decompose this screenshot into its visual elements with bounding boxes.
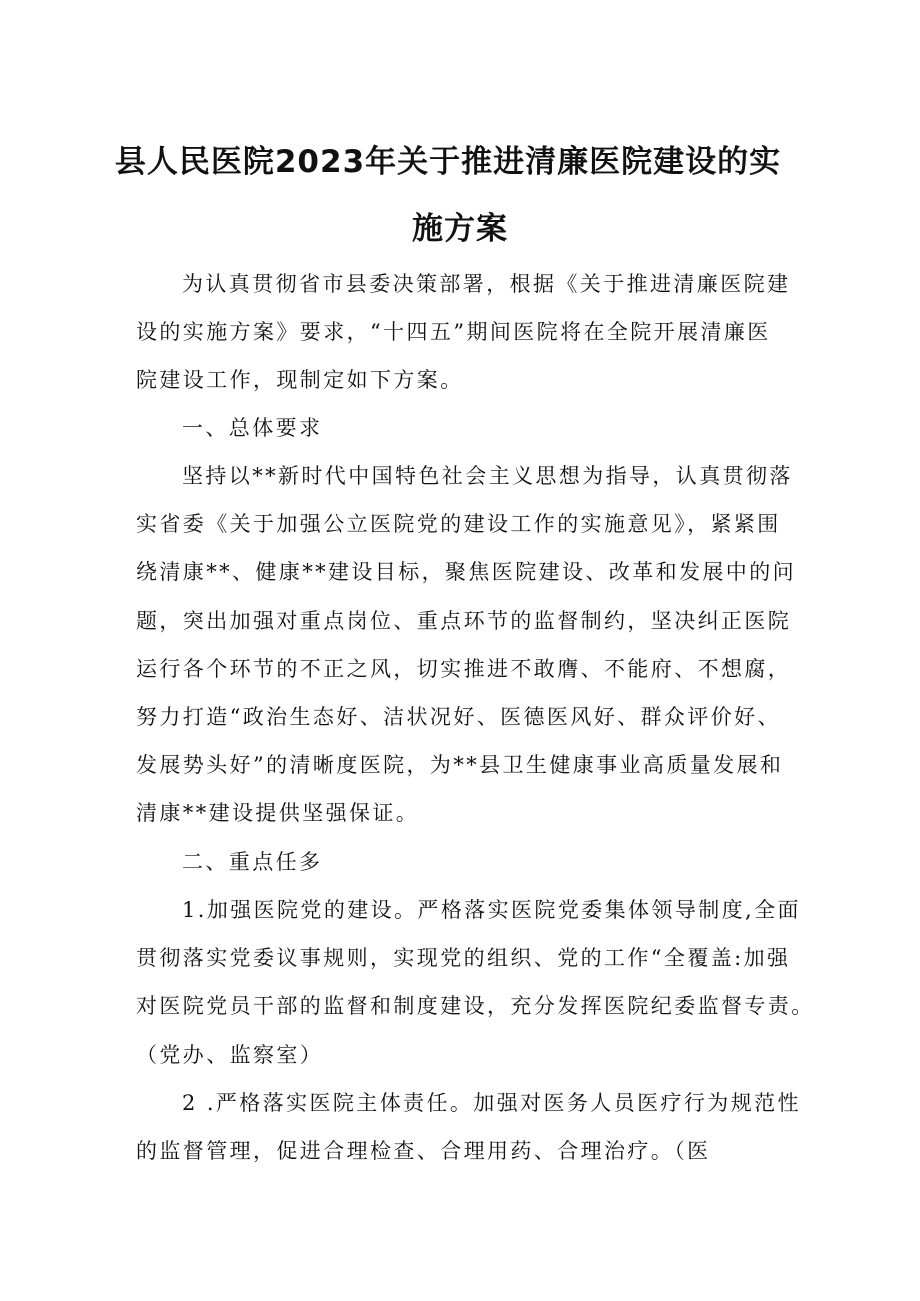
task-1-line-2: 贯彻落实党委议事规则，实现党的组织、党的工作“全覆盖:加强 [136, 946, 791, 970]
paragraph-intro-line-2: 设的实施方案》要求，“十四五”期间医院将在全院开展清廉医 [136, 320, 771, 344]
task-1-line-1: 1.加强医院党的建设。严格落实医院党委集体领导制度,全面 [182, 898, 801, 922]
document-title-line-2: 施方案 [412, 211, 508, 247]
paragraph-overall-line-5: 运行各个环节的不正之风，切实推进不敢膺、不能府、不想腐， [136, 657, 792, 681]
paragraph-overall-line-2: 实省委《关于加强公立医院党的建设工作的实施意见》，紧紧围 [136, 512, 781, 536]
paragraph-intro-line-1: 为认真贯彻省市县委决策部署，根据《关于推进清廉医院建 [182, 272, 791, 296]
paragraph-overall-line-1: 坚持以**新时代中国特色社会主义思想为指导，认真贯彻落 [182, 464, 793, 488]
paragraph-overall-line-4: 题，突出加强对重点岗位、重点环节的监督制约，坚决纠正医院 [136, 609, 792, 633]
task-2-line-1: 2 .严格落实医院主体责任。加强对医务人员医疗行为规范性 [182, 1091, 801, 1115]
paragraph-overall-line-3: 绕清康**、健康**建设目标，聚焦医院建设、改革和发展中的问 [136, 560, 796, 584]
section-heading-1: 一、总体要求 [182, 416, 323, 440]
task-1-line-3: 对医院党员干部的监督和制度建设，充分发挥医院纪委监督专责。 [136, 994, 815, 1018]
task-1-line-4: （党办、监察室） [136, 1043, 324, 1067]
paragraph-intro-line-3: 院建设工作，现制定如下方案。 [136, 368, 464, 392]
section-heading-2: 二、重点任多 [182, 850, 323, 874]
document-title-line-1: 县人民医院2023年关于推进清廉医院建设的实 [114, 144, 782, 180]
paragraph-overall-line-8: 清康**建设提供坚强保证。 [136, 801, 420, 825]
paragraph-overall-line-7: 发展势头好”的清晰度医院，为**县卫生健康事业高质量发展和 [136, 753, 784, 777]
task-2-line-2: 的监督管理，促进合理检查、合理用药、合理治疗。（医 [136, 1139, 711, 1163]
paragraph-overall-line-6: 努力打造“政治生态好、洁状况好、医德医风好、群众评价好、 [136, 705, 781, 729]
